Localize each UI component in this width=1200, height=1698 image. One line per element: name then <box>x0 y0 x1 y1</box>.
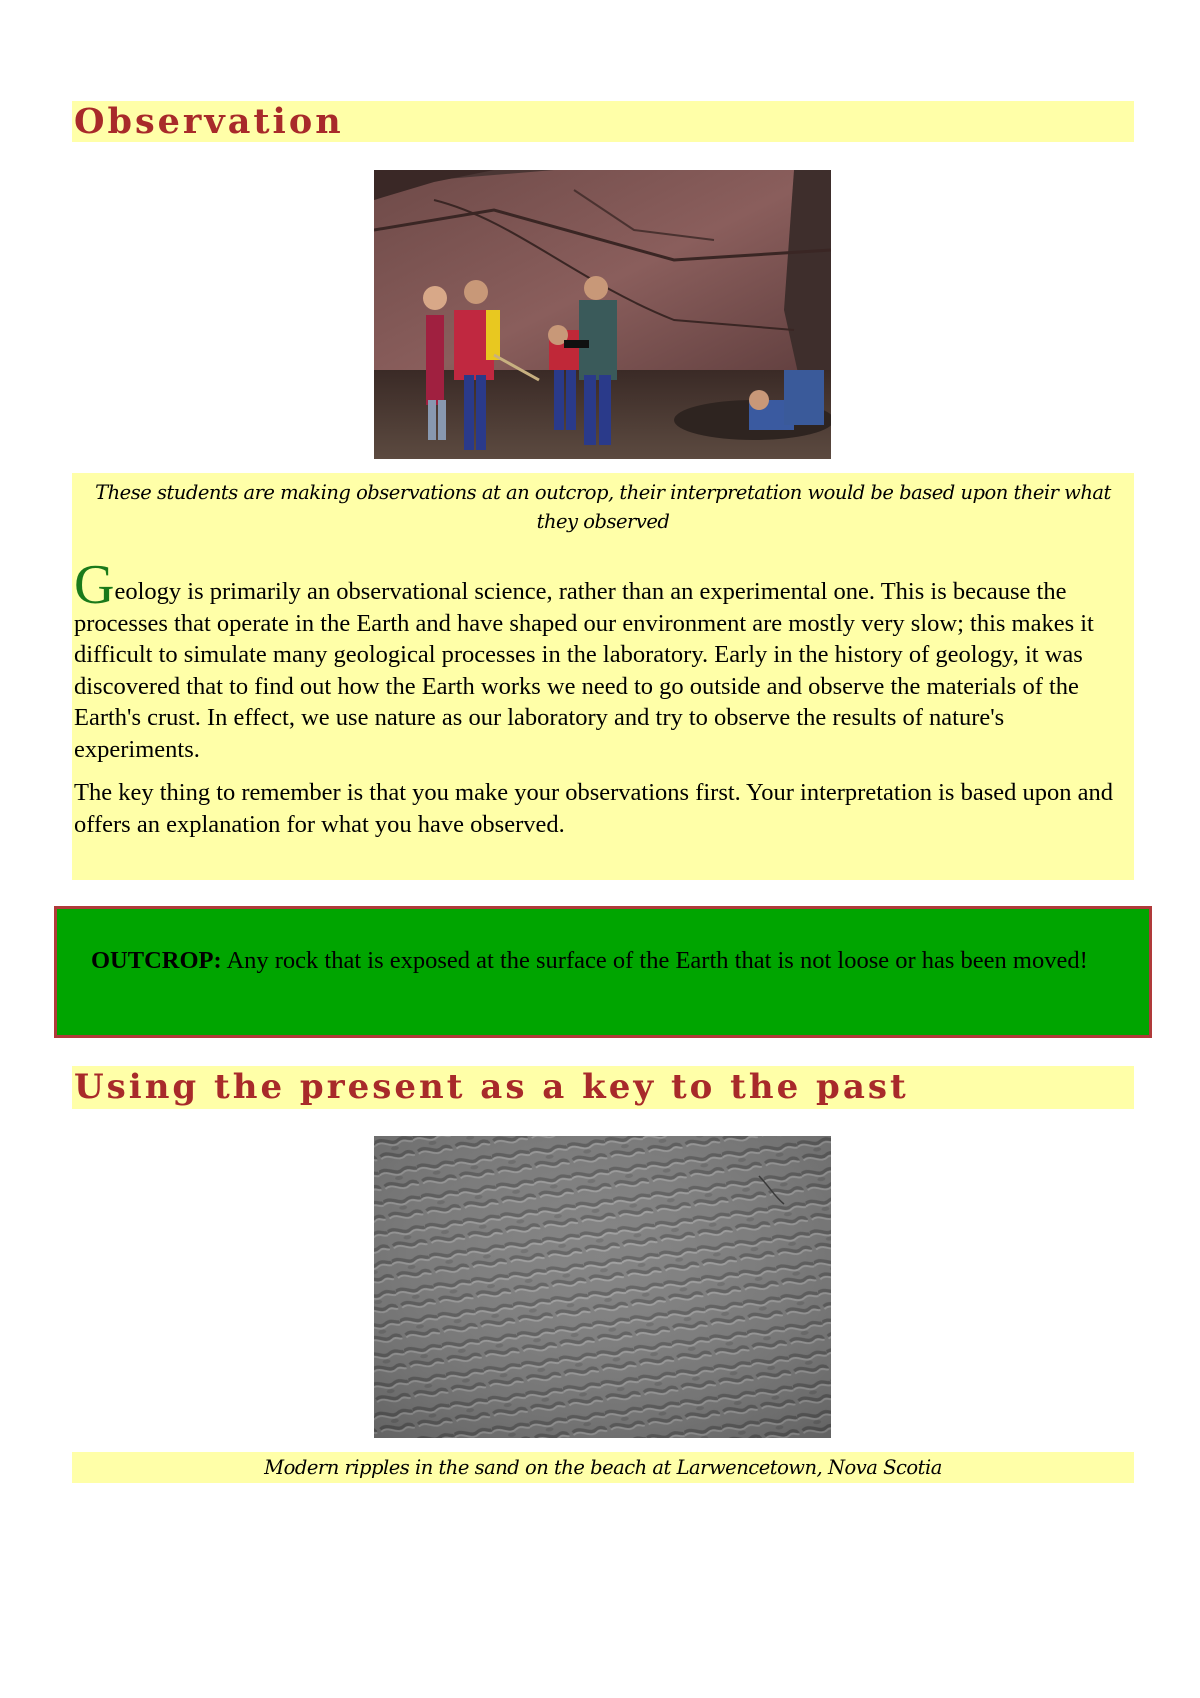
drop-cap-letter: G <box>74 554 115 616</box>
observation-paragraph-1 <box>74 554 1130 765</box>
section-heading-present-key: Using the present as a key to the past <box>72 1066 1134 1109</box>
ripples-photo-caption: Modern ripples in the sand on the beach at Larwencetown, Nova Scotia <box>72 1452 1134 1483</box>
observation-paragraph-1-text: eology is primarily an observational science, rather than an experimental one. This is because the processes that operate in the Earth and have shaped our environment are mostly very slow; this makes it difficult to simulate many geological processes in the laboratory. Early in the history of geology, it was discovered that to find out how the Earth works we need to go outside and observe the materials of the Earth's crust. In effect, we use nature as our laboratory and try to observe the results of nature's experiments. <box>74 578 1094 763</box>
outcrop-students-photo <box>374 170 831 459</box>
section-heading-observation: Observation <box>72 101 1134 142</box>
observation-paragraph-2: The key thing to remember is that you make your observations first. Your interpretation is based upon and offers an explanation for what you have observed. <box>74 779 1114 838</box>
definition-text: Any rock that is exposed at the surface of the Earth that is not loose or has been moved! <box>221 947 1088 974</box>
outcrop-photo-caption: These students are making observations at an outcrop, their interpretation would be based upon their what they observed <box>72 473 1134 535</box>
outcrop-definition-box <box>54 906 1152 1038</box>
sand-ripples-photo <box>374 1136 831 1438</box>
definition-term: OUTCROP: <box>91 947 222 974</box>
observation-body-text <box>72 535 1134 880</box>
